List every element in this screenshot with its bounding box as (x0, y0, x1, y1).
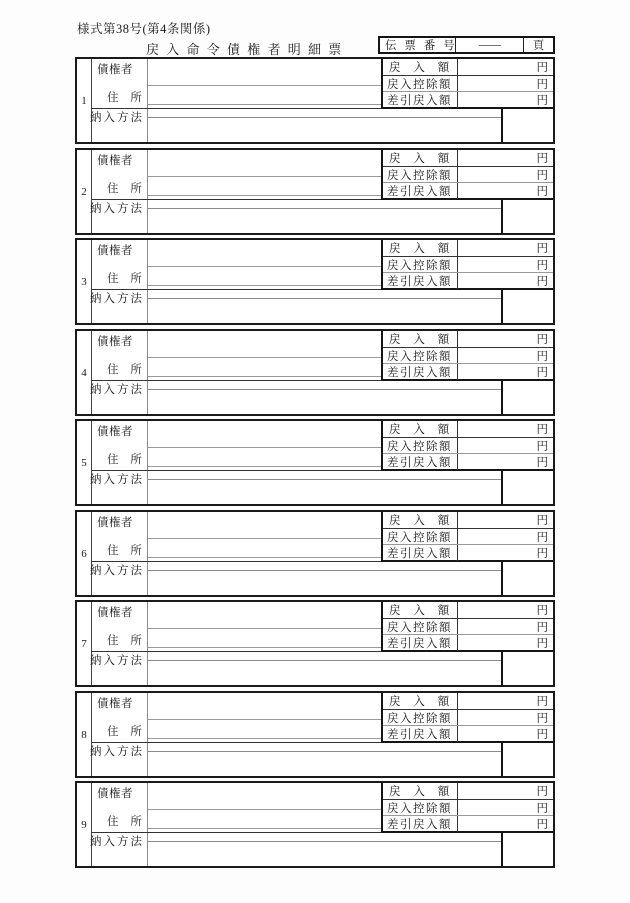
refund-deduction-value (458, 257, 553, 272)
amounts-table (381, 331, 553, 381)
section-divider-line (92, 108, 381, 109)
row-number-divider (91, 59, 92, 142)
amounts-table (381, 150, 553, 200)
refund-deduction-row (383, 710, 553, 726)
section-divider-line (92, 561, 381, 562)
creditor-block (75, 419, 555, 506)
net-refund-row (383, 183, 553, 199)
yen-unit: 円 (536, 621, 548, 634)
creditor-entry-line (148, 447, 381, 448)
payment-method-entry-line (148, 570, 501, 571)
payment-method-entry-line (148, 298, 501, 299)
label-column-divider (147, 783, 148, 866)
refund-amount-label: 戻 入 額 (383, 331, 458, 347)
slip-number-label: 伝 票 番 号 (380, 38, 456, 52)
refund-amount-row (383, 602, 553, 619)
creditor-label: 債権者 (97, 245, 133, 257)
label-column-divider (147, 512, 148, 595)
net-refund-value (458, 183, 553, 199)
payment-method-label: 納入方法 (90, 836, 144, 848)
refund-amount-value (458, 59, 553, 75)
address-label: 住 所 (107, 545, 142, 557)
refund-amount-value (458, 512, 553, 528)
yen-unit: 円 (536, 531, 548, 544)
yen-unit: 円 (536, 259, 548, 272)
amounts-table (381, 240, 553, 290)
payment-method-end-divider (501, 651, 503, 685)
label-column-divider (147, 150, 148, 233)
payment-method-end-divider (501, 108, 503, 142)
page-title: 戻 入 命 令 債 権 者 明 細 票 (146, 42, 342, 57)
row-number-divider (91, 783, 92, 866)
net-refund-label: 差引戻入額 (383, 545, 458, 561)
refund-amount-row (383, 59, 553, 76)
creditor-block (75, 57, 555, 144)
label-column-divider (147, 602, 148, 685)
payment-method-entry-line (148, 660, 501, 661)
row-number: 2 (81, 185, 87, 198)
net-refund-label: 差引戻入額 (383, 454, 458, 470)
yen-unit: 円 (536, 605, 548, 617)
refund-amount-value (458, 421, 553, 437)
net-refund-label: 差引戻入額 (383, 816, 458, 832)
refund-amount-row (383, 240, 553, 257)
yen-unit: 円 (536, 819, 548, 831)
yen-unit: 円 (536, 457, 548, 469)
address-entry-line (148, 466, 381, 467)
yen-unit: 円 (536, 440, 548, 453)
creditor-block (75, 510, 555, 597)
row-number-divider (91, 150, 92, 233)
refund-deduction-value (458, 710, 553, 725)
creditor-entry-line (148, 719, 381, 720)
address-entry-line (148, 104, 381, 105)
creditor-entry-line (148, 628, 381, 629)
refund-amount-label: 戻 入 額 (383, 783, 458, 799)
label-column-divider (147, 331, 148, 414)
net-refund-row (383, 635, 553, 651)
net-refund-value (458, 545, 553, 561)
net-refund-row (383, 454, 553, 470)
net-refund-row (383, 726, 553, 742)
row-number: 5 (81, 456, 87, 469)
creditor-block (75, 148, 555, 235)
net-refund-value (458, 364, 553, 380)
yen-unit: 円 (536, 243, 548, 255)
payment-method-entry-line (148, 479, 501, 480)
refund-amount-row (383, 331, 553, 348)
refund-deduction-value (458, 76, 553, 91)
net-refund-value (458, 726, 553, 742)
address-entry-line (148, 738, 381, 739)
yen-unit: 円 (536, 367, 548, 379)
refund-amount-row (383, 421, 553, 438)
label-column-divider (147, 240, 148, 323)
net-refund-label: 差引戻入額 (383, 92, 458, 108)
net-refund-label: 差引戻入額 (383, 183, 458, 199)
address-label: 住 所 (107, 183, 142, 195)
section-divider-line (92, 289, 381, 290)
payment-method-entry-line (148, 751, 501, 752)
yen-unit: 円 (536, 95, 548, 107)
refund-amount-row (383, 150, 553, 167)
refund-amount-row (383, 512, 553, 529)
row-number-divider (91, 693, 92, 776)
address-label: 住 所 (107, 816, 142, 828)
creditor-entry-line (148, 538, 381, 539)
section-divider-line (92, 470, 381, 471)
refund-amount-label: 戻 入 額 (383, 693, 458, 709)
creditor-entry-line (148, 85, 381, 86)
creditor-label: 債権者 (97, 155, 133, 167)
address-entry-line (148, 376, 381, 377)
creditor-block (75, 600, 555, 687)
slip-number-dash: — (478, 39, 501, 51)
refund-amount-value (458, 783, 553, 799)
net-refund-label: 差引戻入額 (383, 364, 458, 380)
refund-amount-label: 戻 入 額 (383, 150, 458, 166)
row-number: 7 (81, 637, 87, 650)
payment-method-entry-line (148, 117, 501, 118)
refund-amount-value (458, 331, 553, 347)
label-column-divider (147, 421, 148, 504)
yen-unit: 円 (536, 696, 548, 708)
net-refund-row (383, 545, 553, 561)
refund-deduction-label: 戻入控除額 (383, 710, 458, 725)
refund-deduction-row (383, 800, 553, 816)
net-refund-label: 差引戻入額 (383, 726, 458, 742)
yen-unit: 円 (536, 62, 548, 74)
creditor-block (75, 691, 555, 778)
refund-deduction-value (458, 348, 553, 363)
address-entry-line (148, 828, 381, 829)
yen-unit: 円 (536, 712, 548, 725)
row-number: 3 (81, 275, 87, 288)
refund-deduction-label: 戻入控除額 (383, 76, 458, 91)
amounts-table (381, 512, 553, 562)
yen-unit: 円 (536, 334, 548, 346)
payment-method-entry-line (148, 841, 501, 842)
refund-deduction-value (458, 167, 553, 182)
refund-amount-label: 戻 入 額 (383, 240, 458, 256)
row-number-divider (91, 512, 92, 595)
refund-deduction-row (383, 438, 553, 454)
payment-method-end-divider (501, 470, 503, 504)
section-divider-line (92, 832, 381, 833)
section-divider-line (92, 651, 381, 652)
yen-unit: 円 (536, 78, 548, 91)
yen-unit: 円 (536, 186, 548, 198)
creditor-label: 債権者 (97, 336, 133, 348)
yen-unit: 円 (536, 153, 548, 165)
payment-method-end-divider (501, 561, 503, 595)
row-number: 9 (81, 818, 87, 831)
refund-deduction-label: 戻入控除額 (383, 348, 458, 363)
payment-method-end-divider (501, 742, 503, 776)
label-column-divider (147, 59, 148, 142)
creditor-entry-line (148, 266, 381, 267)
refund-amount-label: 戻 入 額 (383, 59, 458, 75)
form-number: 様式第38号(第4条関係) (77, 22, 211, 36)
refund-deduction-row (383, 529, 553, 545)
refund-deduction-value (458, 438, 553, 453)
net-refund-row (383, 364, 553, 380)
address-label: 住 所 (107, 273, 142, 285)
payment-method-label: 納入方法 (90, 474, 144, 486)
yen-unit: 円 (536, 276, 548, 288)
slip-number-value (456, 38, 524, 52)
row-number-divider (91, 602, 92, 685)
amounts-table (381, 783, 553, 833)
slip-number-box (378, 36, 555, 54)
refund-deduction-row (383, 76, 553, 92)
row-number-divider (91, 421, 92, 504)
address-label: 住 所 (107, 92, 142, 104)
net-refund-row (383, 92, 553, 108)
payment-method-end-divider (501, 380, 503, 414)
refund-amount-label: 戻 入 額 (383, 512, 458, 528)
refund-amount-label: 戻 入 額 (383, 421, 458, 437)
yen-unit: 円 (536, 638, 548, 650)
yen-unit: 円 (536, 802, 548, 815)
address-entry-line (148, 285, 381, 286)
creditor-label: 債権者 (97, 698, 133, 710)
payment-method-end-divider (501, 289, 503, 323)
address-label: 住 所 (107, 364, 142, 376)
refund-amount-value (458, 150, 553, 166)
net-refund-row (383, 816, 553, 832)
payment-method-label: 納入方法 (90, 655, 144, 667)
refund-amount-label: 戻 入 額 (383, 602, 458, 618)
payment-method-label: 納入方法 (90, 293, 144, 305)
row-number: 4 (81, 366, 87, 379)
label-column-divider (147, 693, 148, 776)
payment-method-label: 納入方法 (90, 565, 144, 577)
address-label: 住 所 (107, 726, 142, 738)
refund-amount-value (458, 693, 553, 709)
row-number-divider (91, 240, 92, 323)
refund-deduction-label: 戻入控除額 (383, 257, 458, 272)
payment-method-label: 納入方法 (90, 112, 144, 124)
payment-method-label: 納入方法 (90, 746, 144, 758)
section-divider-line (92, 380, 381, 381)
row-number: 1 (81, 94, 87, 107)
payment-method-label: 納入方法 (90, 384, 144, 396)
payment-method-label: 納入方法 (90, 203, 144, 215)
refund-deduction-value (458, 529, 553, 544)
refund-amount-value (458, 602, 553, 618)
yen-unit: 円 (536, 786, 548, 798)
amounts-table (381, 693, 553, 743)
yen-unit: 円 (536, 548, 548, 560)
refund-deduction-row (383, 619, 553, 635)
yen-unit: 円 (536, 350, 548, 363)
creditor-entry-line (148, 357, 381, 358)
section-divider-line (92, 742, 381, 743)
yen-unit: 円 (536, 729, 548, 741)
net-refund-label: 差引戻入額 (383, 273, 458, 289)
net-refund-value (458, 273, 553, 289)
creditor-entry-line (148, 809, 381, 810)
net-refund-value (458, 816, 553, 832)
net-refund-value (458, 92, 553, 108)
creditor-label: 債権者 (97, 607, 133, 619)
net-refund-label: 差引戻入額 (383, 635, 458, 651)
refund-deduction-value (458, 619, 553, 634)
address-entry-line (148, 557, 381, 558)
creditor-label: 債権者 (97, 788, 133, 800)
refund-deduction-value (458, 800, 553, 815)
address-entry-line (148, 195, 381, 196)
amounts-table (381, 421, 553, 471)
refund-deduction-label: 戻入控除額 (383, 619, 458, 634)
yen-unit: 円 (536, 424, 548, 436)
refund-deduction-label: 戻入控除額 (383, 529, 458, 544)
net-refund-value (458, 635, 553, 651)
creditor-label: 債権者 (97, 64, 133, 76)
creditor-entry-line (148, 176, 381, 177)
refund-deduction-label: 戻入控除額 (383, 438, 458, 453)
creditor-label: 債権者 (97, 426, 133, 438)
creditor-block (75, 238, 555, 325)
refund-amount-row (383, 783, 553, 800)
payment-method-end-divider (501, 199, 503, 233)
amounts-table (381, 59, 553, 109)
refund-amount-row (383, 693, 553, 710)
amounts-table (381, 602, 553, 652)
page-unit-label: 頁 (532, 40, 545, 52)
creditor-block (75, 781, 555, 868)
refund-deduction-row (383, 257, 553, 273)
creditor-label: 債権者 (97, 517, 133, 529)
section-divider-line (92, 199, 381, 200)
yen-unit: 円 (536, 515, 548, 527)
payment-method-entry-line (148, 208, 501, 209)
refund-deduction-label: 戻入控除額 (383, 800, 458, 815)
creditor-block (75, 329, 555, 416)
net-refund-row (383, 273, 553, 289)
address-label: 住 所 (107, 454, 142, 466)
yen-unit: 円 (536, 169, 548, 182)
row-number-divider (91, 331, 92, 414)
refund-deduction-label: 戻入控除額 (383, 167, 458, 182)
row-number: 8 (81, 728, 87, 741)
refund-deduction-row (383, 348, 553, 364)
address-label: 住 所 (107, 635, 142, 647)
refund-amount-value (458, 240, 553, 256)
row-number: 6 (81, 547, 87, 560)
net-refund-value (458, 454, 553, 470)
payment-method-end-divider (501, 832, 503, 866)
refund-deduction-row (383, 167, 553, 183)
payment-method-entry-line (148, 389, 501, 390)
address-entry-line (148, 647, 381, 648)
